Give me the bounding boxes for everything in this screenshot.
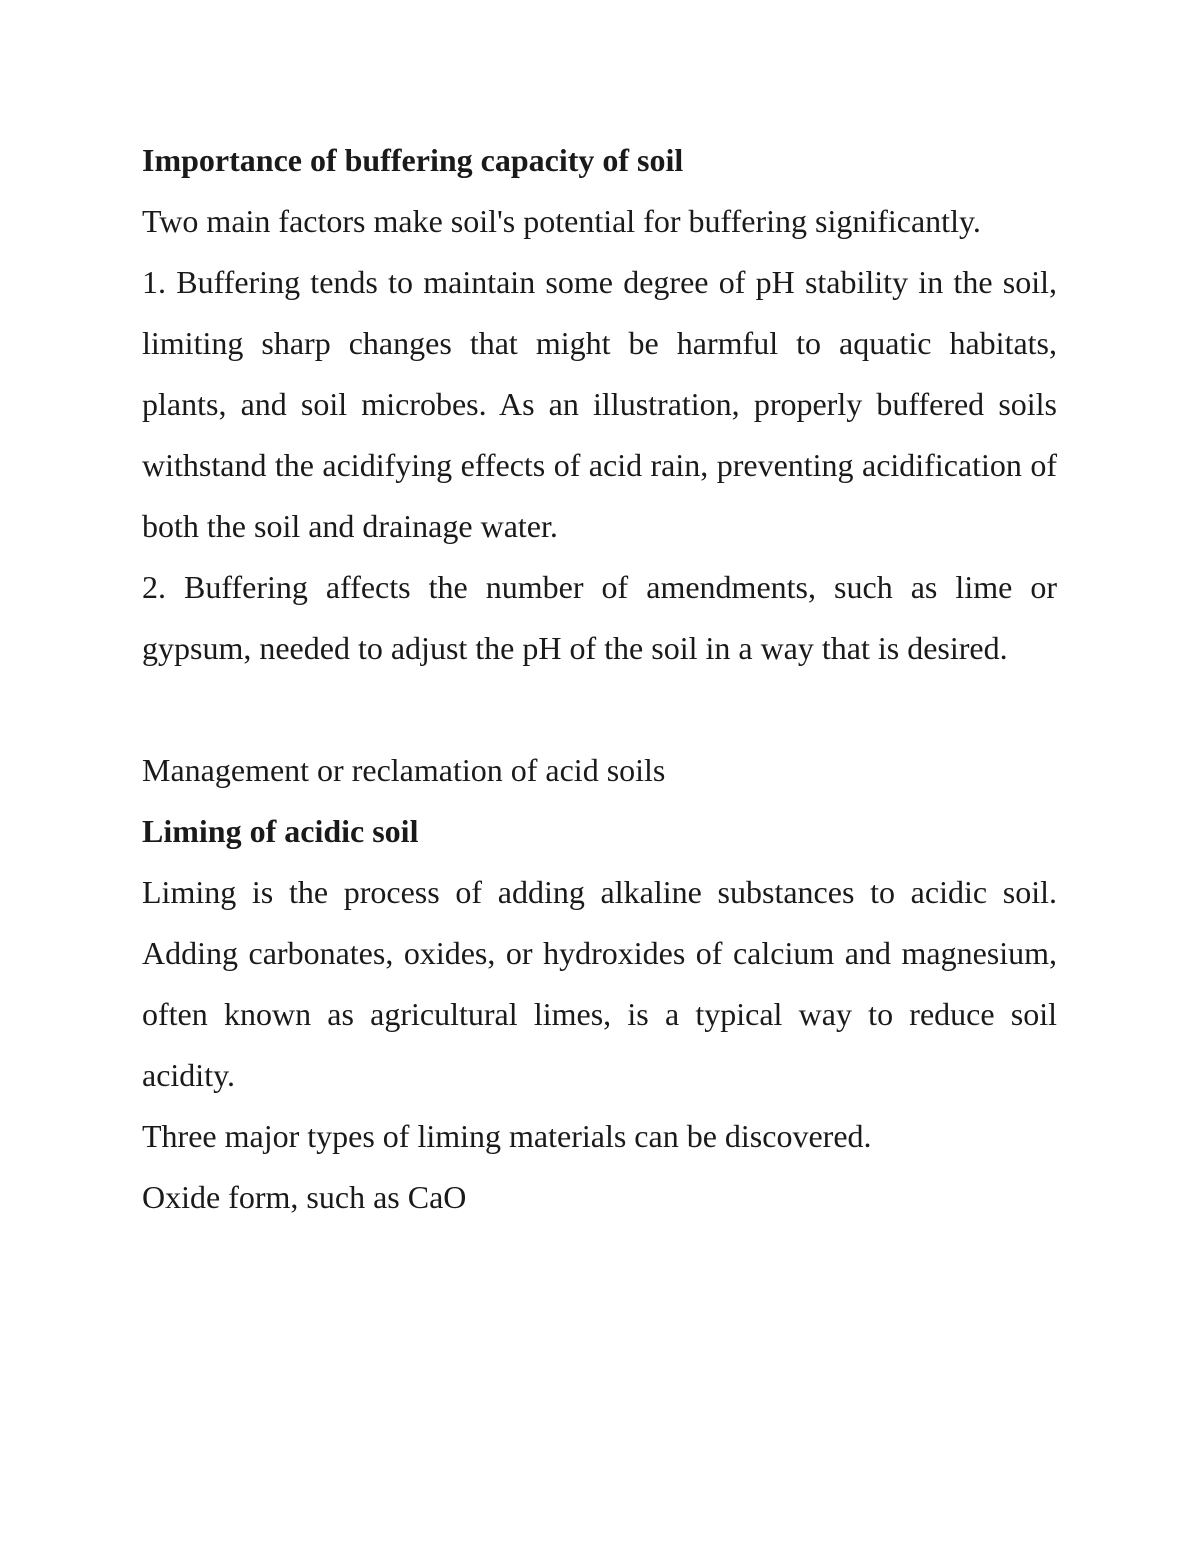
document-page (142, 130, 1057, 1228)
section-title-management: Management or reclamation of acid soils (142, 752, 666, 788)
paragraph-intro: Two main factors make soil's potential for buffering significantly. (142, 203, 981, 239)
list-item-point-1: 1. Buffering tends to maintain some degree of pH stability in the soil, limiting sharp changes that might be harmful to aquatic habitats, plants, and soil microbes. As an illustration, properly buffered soils withstand the acidifying effects of acid rain, preventing acidification of both the soil and drainage water. (142, 264, 1057, 544)
list-item-oxide-form: Oxide form, such as CaO (142, 1179, 467, 1215)
section-heading-buffering: Importance of buffering capacity of soil (142, 142, 684, 178)
list-item-point-2: 2. Buffering affects the number of amendments, such as lime or gypsum, needed to adjust the pH of the soil in a way that is desired. (142, 569, 1057, 666)
paragraph-liming: Liming is the process of adding alkaline substances to acidic soil. Adding carbonates, oxides, or hydroxides of calcium and magnesium, often known as agricultural limes, is a typical way to reduce soil acidity. (142, 874, 1057, 1093)
blank-line (142, 679, 1057, 740)
paragraph-types-intro: Three major types of liming materials can be discovered. (142, 1118, 872, 1154)
section-heading-liming: Liming of acidic soil (142, 813, 419, 849)
